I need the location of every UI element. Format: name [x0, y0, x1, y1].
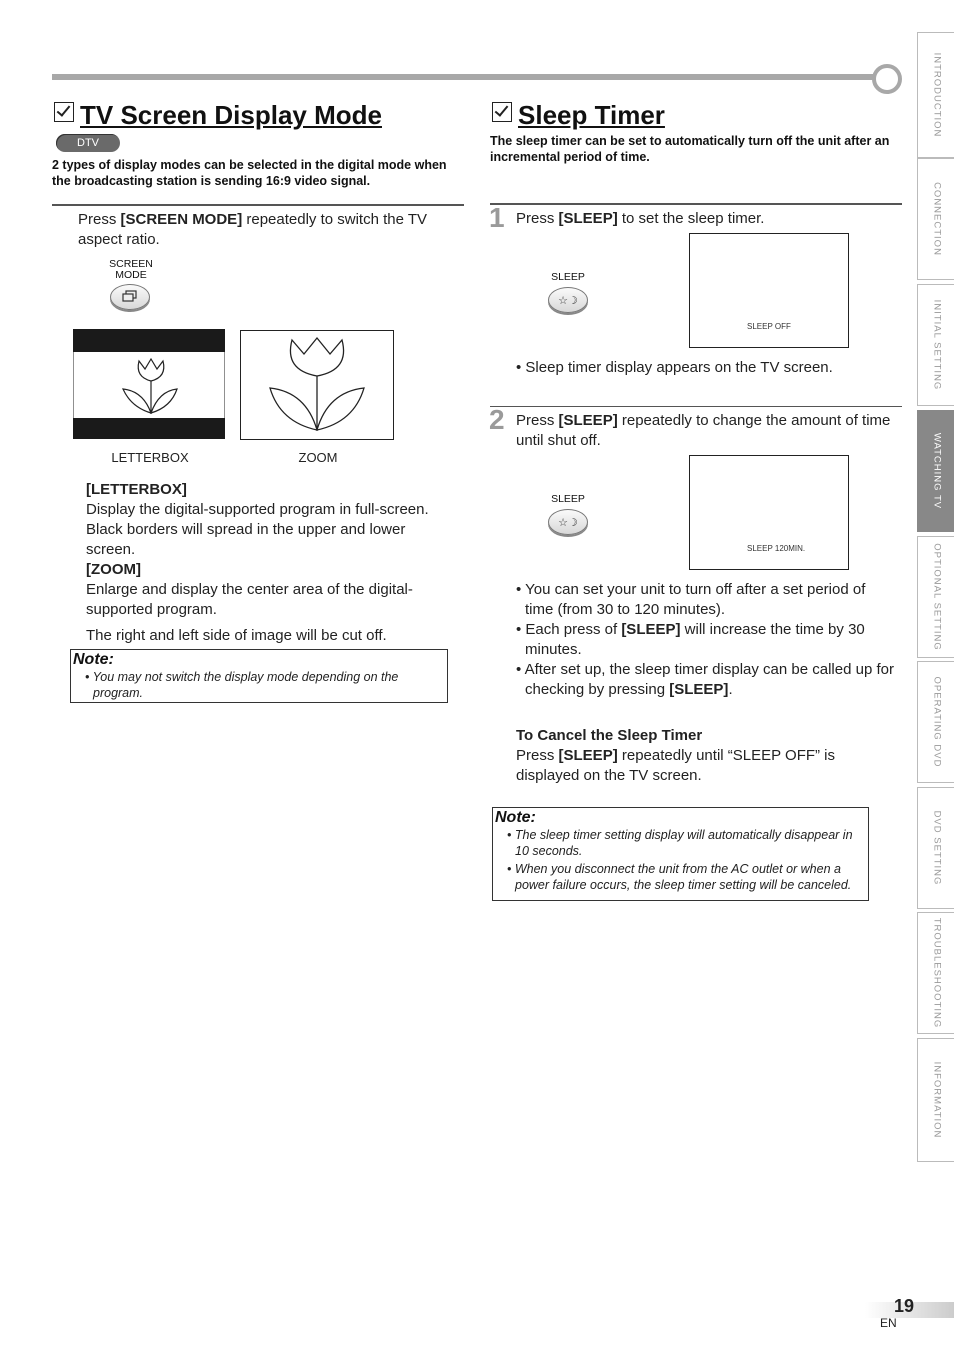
sleep-button[interactable] [548, 287, 588, 313]
screen-mode-button-label: SCREEN MODE [109, 258, 153, 281]
letterbox-illustration [73, 329, 225, 439]
section-title-sleep-timer: Sleep Timer [492, 100, 665, 131]
screen-mode-icon [121, 290, 139, 305]
sleep-button-label: SLEEP [551, 493, 585, 505]
cancel-section [516, 726, 902, 786]
step-number: 1 [489, 202, 505, 233]
section-title-screen-mode: TV Screen Display Mode [54, 100, 382, 131]
sleep-button[interactable] [548, 509, 588, 535]
step1-bullet: • Sleep timer display appears on the TV screen. [516, 359, 833, 376]
tv-screen-sleep-120 [689, 455, 849, 570]
sleep-intro: The sleep timer can be set to automatically turn off the unit after an incremental period of time. [490, 134, 890, 164]
step2-instruction: Press [SLEEP] repeatedly to change the amount of time until shut off. [516, 412, 891, 449]
note-item: • The sleep timer setting display will automatically disappear in 10 seconds. [507, 828, 853, 858]
step2-bullets [516, 580, 896, 700]
letterbox-heading: [LETTERBOX] [86, 481, 187, 498]
dtv-badge: DTV [56, 134, 120, 152]
header-rule [52, 74, 874, 80]
note-title: Note: [73, 651, 114, 668]
note-item: • You may not switch the display mode depending on the program. [85, 670, 399, 700]
note-box [70, 649, 448, 703]
page-number: 19 [894, 1296, 915, 1316]
bullet-item: • After set up, the sleep timer display can be called up for checking by pressing [SLEEP]. [516, 661, 894, 698]
sleep-moon-icon: ☆☽ [558, 294, 578, 307]
screen-text: SLEEP 120MIN. [747, 544, 806, 553]
note-box [492, 807, 869, 901]
tab-initial-setting[interactable]: INITIAL SETTING [917, 284, 954, 406]
tab-operating-dvd[interactable]: OPERATING DVD [917, 661, 954, 783]
checkbox-icon [54, 102, 74, 122]
letterbox-description: Display the digital-supported program in full-screen. Black borders will spread in the upper and lower screen. [86, 501, 429, 558]
page-language: EN [880, 1316, 897, 1330]
zoom-description: Enlarge and display the center area of the digital-supported program. [86, 581, 413, 618]
step-instruction: Press [SCREEN MODE] repeatedly to switch the TV aspect ratio. [78, 211, 428, 248]
tab-troubleshooting[interactable]: TROUBLESHOOTING [917, 912, 954, 1034]
tab-dvd-setting[interactable]: DVD SETTING [917, 787, 954, 909]
sleep-button-label: SLEEP [551, 271, 585, 283]
cancel-heading: To Cancel the Sleep Timer [516, 727, 703, 744]
section-intro: 2 types of display modes can be selected in the digital mode when the broadcasting station is sending 16:9 video signal. [52, 158, 447, 188]
cut-off-note: The right and left side of image will be cut off. [86, 627, 387, 644]
step1-instruction: Press [SLEEP] to set the sleep timer. [516, 210, 765, 227]
section-rule [52, 204, 464, 206]
step2-rule [490, 406, 902, 407]
tab-optional-setting[interactable]: OPTIONAL SETTING [917, 536, 954, 658]
bullet-item: • You can set your unit to turn off after a set period of time (from 30 to 120 minutes). [516, 581, 866, 618]
note-title: Note: [495, 809, 536, 826]
step1-rule [490, 203, 902, 205]
letterbox-caption: LETTERBOX [111, 450, 189, 465]
note-item: • When you disconnect the unit from the AC outlet or when a power failure occurs, the sleep timer setting will be canceled. [507, 862, 852, 892]
bullet-item: • Each press of [SLEEP] will increase the time by 30 minutes. [516, 621, 865, 658]
mode-descriptions [86, 480, 456, 646]
cancel-instruction: Press [SLEEP] repeatedly until “SLEEP OFF” is displayed on the TV screen. [516, 747, 836, 784]
zoom-caption: ZOOM [298, 450, 338, 465]
zoom-illustration [240, 330, 394, 440]
screen-text: SLEEP OFF [747, 322, 791, 331]
checkbox-icon [492, 102, 512, 122]
tv-screen-sleep-off [689, 233, 849, 348]
sleep-moon-icon: ☆☽ [558, 516, 578, 529]
tab-watching-tv[interactable]: WATCHING TV [917, 410, 954, 532]
header-ring [872, 64, 902, 94]
screen-mode-button[interactable] [110, 284, 150, 310]
tab-introduction[interactable]: INTRODUCTION [917, 32, 954, 158]
zoom-heading: [ZOOM] [86, 561, 141, 578]
tab-connection[interactable]: CONNECTION [917, 158, 954, 280]
step-number: 2 [489, 404, 505, 435]
tab-information[interactable]: INFORMATION [917, 1038, 954, 1162]
